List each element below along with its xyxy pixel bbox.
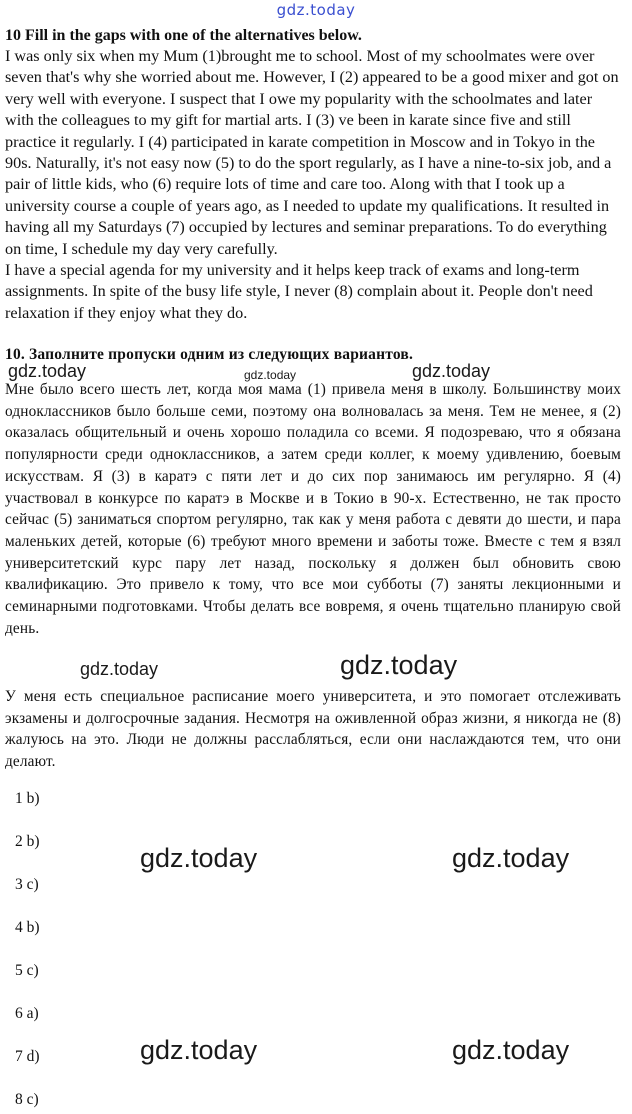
answer-item: 3 c) (15, 876, 39, 893)
answer-item: 6 a) (15, 1005, 39, 1022)
answer-item: 7 d) (15, 1048, 40, 1065)
watermark: gdz.today (140, 1035, 258, 1065)
answer-item: 5 c) (15, 962, 39, 979)
russian-paragraph-1: Мне было всего шесть лет, когда моя мама (1) привела меня в школу. Большинству моих одноклассников было больше семи, поэтому она волновалась за меня. Тем не менее, я (2) оказалась общительный и очень хорошо поладила со всеми. Я подозреваю, что я обязана популярности среди одноклассников, а затем среди коллег, к моему удивлению, боевым искусствам. Я (3) в каратэ с пяти лет и до сих пор занимаюсь им регулярно. Я (4) участвовал в конкурсе по каратэ в Москве и в Токио в 90-х. Естественно, не так просто сейчас (5) заниматься спортом регулярно, так как у меня работа с девяти до шести, и пара маленьких детей, которые (6) требуют много времени и заботы тоже. Вместе с тем я взял университетский курс пару лет назад, поскольку я должен был обновить свою квалификацию. Это привело к тому, что все мои субботы (7) заняты лекционными и семинарными подготовками. Чтобы делать все вовремя, я очень тщательно планирую свой день. (5, 381, 621, 637)
russian-paragraph-2: У меня есть специальное расписание моего университета, и это помогает отслеживать экзамены и долгосрочные задания. Несмотря на оживленной образ жизни, я никогда не (8) жалуюсь на это. Люди не должны расслабляться, если они наслаждаются тем, что они делают. (5, 688, 621, 771)
english-text (5, 46, 621, 324)
answer-item: 8 c) (15, 1091, 39, 1108)
exercise-heading-english: 10 Fill in the gaps with one of the alternatives below. (5, 27, 362, 44)
english-paragraph-1: I was only six when my Mum (1)brought me to school. Most of my schoolmates were over seven that's why she worried about me. However, I (2) appeared to be a good mixer and got on very well with everyone. I suspect that I owe my popularity with the schoolmates and later with the colleagues to my gift for martial arts. I (3) ve been in karate since five and still practice it regularly. I (4) participated in karate competition in Moscow and in Tokyo in the 90s. Naturally, it's not easy now (5) to do the sport regularly, as I have a nine-to-six job, and a pair of little kids, who (6) require lots of time and care too. Along with that I took up a university course a couple of years ago, as I needed to update my qualifications. It resulted in having all my Saturdays (7) occupied by lectures and seminar preparations. To do everything on time, I schedule my day very carefully. (5, 47, 619, 258)
watermark: gdz.today (8, 361, 87, 381)
english-paragraph-2: I have a special agenda for my university and it helps keep track of exams and long-term assignments. In spite of the busy life style, I never (8) complain about it. People don't need relaxation if they enjoy what they do. (5, 261, 593, 322)
watermark: gdz.today (412, 361, 491, 381)
exercise-heading-russian: 10. Заполните пропуски одним из следующих вариантов. (5, 346, 414, 363)
answer-item: 1 b) (15, 790, 40, 807)
answer-item: 4 b) (15, 919, 40, 936)
watermark-top: gdz.today (276, 1, 356, 19)
watermark: gdz.today (452, 1035, 570, 1065)
answer-item: 2 b) (15, 833, 40, 850)
watermark: gdz.today (244, 368, 297, 382)
watermark: gdz.today (340, 650, 458, 680)
watermark: gdz.today (452, 843, 570, 873)
watermark: gdz.today (80, 659, 159, 679)
watermark: gdz.today (140, 843, 258, 873)
